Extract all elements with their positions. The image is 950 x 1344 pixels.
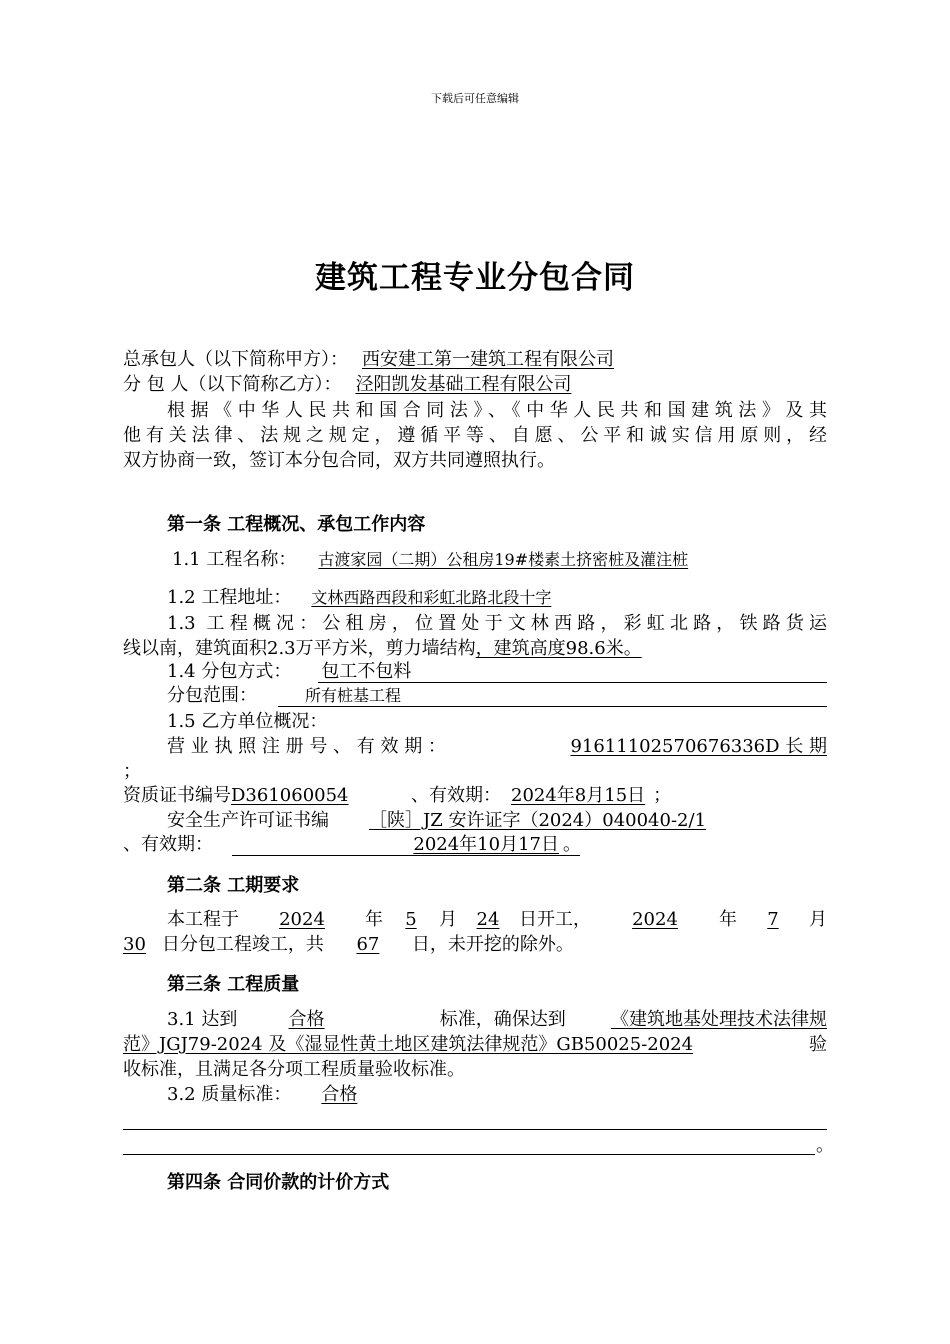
header-note: 下载后可任意编辑 — [431, 92, 519, 105]
end-year-unit: 年 — [719, 909, 737, 930]
quality-text-2: 标准，确保达到 — [439, 1009, 566, 1030]
license-line — [167, 735, 827, 759]
schedule-text-4: 日，未开挖的除外。 — [411, 934, 574, 955]
schedule-line-2 — [123, 933, 574, 957]
end-month-unit: 月 — [809, 909, 827, 930]
article-3-heading: 第三条 工程质量 — [167, 974, 300, 995]
item-1-3-line-1: 1.3 工程概况：公租房，位置处于文林西路，彩虹北路，铁路货运 — [167, 613, 827, 634]
safety-valid-date: 2024年10月17日 — [413, 834, 559, 855]
document-title: 建筑工程专业分包合同 — [315, 260, 635, 296]
qualification-line — [123, 784, 671, 808]
scope-underline — [278, 706, 827, 707]
preamble-line-1: 根据《中华人民共和国合同法》、《中华人民共和国建筑法》及其 — [167, 400, 827, 421]
schedule-line-1 — [167, 908, 827, 932]
party-b-line — [123, 373, 571, 397]
qualification-valid-date: 2024年8月15日 — [511, 785, 646, 806]
item-3-2 — [167, 1083, 363, 1107]
quality-line-2 — [123, 1033, 827, 1057]
schedule-text-1: 本工程于 — [167, 909, 239, 930]
end-month: 7 — [767, 909, 779, 930]
start-year: 2024 — [279, 909, 325, 930]
quality-line-1 — [167, 1008, 827, 1032]
article-1-heading: 第一条 工程概况、承包工作内容 — [167, 514, 426, 535]
scope-value: 所有桩基工程 — [305, 686, 402, 705]
party-a-line — [123, 348, 614, 372]
preamble-line-2: 他有关法律、法规之规定，遵循平等、自愿、公平和诚实信用原则，经 — [123, 425, 827, 446]
duration-days: 67 — [356, 934, 380, 955]
qualification-tail: ； — [653, 785, 672, 806]
subcontract-mode: 包工不包料 — [321, 661, 412, 682]
item-1-1-label: 1.1 工程名称： — [172, 549, 297, 570]
start-month: 5 — [405, 909, 417, 930]
building-height: ，建筑高度98.6米。 — [475, 638, 642, 659]
party-b-value: 泾阳凯发基础工程有限公司 — [355, 374, 572, 395]
quality-level: 合格 — [288, 1009, 325, 1030]
item-1-2 — [167, 586, 611, 610]
item-1-4-label: 1.4 分包方式： — [167, 661, 292, 682]
party-a-label: 总承包人（以下简称甲方）： — [123, 349, 348, 370]
article-4-heading: 第四条 合同价款的计价方式 — [167, 1172, 390, 1193]
safety-label: 安全生产许可证书编 — [167, 810, 329, 831]
item-1-4-underline — [318, 682, 827, 683]
license-label: 营 业 执 照 注 册 号 、 有 效 期 ： — [167, 736, 446, 757]
item-1-3-line-2 — [123, 637, 642, 661]
item-3-2-label: 3.2 质量标准： — [167, 1084, 292, 1105]
start-day: 24 — [476, 909, 500, 930]
scope-line — [167, 684, 401, 708]
qualification-number: D361060054 — [231, 785, 349, 806]
article-2-heading: 第二条 工期要求 — [167, 875, 300, 896]
item-1-3-text: 线以南，建筑面积2.3万平方米，剪力墙结构 — [123, 638, 476, 659]
license-tail: ； — [123, 761, 141, 782]
safety-valid-label: 、有效期： — [123, 834, 213, 855]
start-year-unit: 年 — [365, 909, 383, 930]
license-value: 91611102570676336D 长 期 — [570, 736, 827, 757]
schedule-text-3: 日分包工程竣工，共 — [161, 934, 324, 955]
qualification-label: 资质证书编号 — [123, 785, 231, 806]
qualification-valid-label: 、有效期： — [411, 785, 501, 806]
start-month-unit: 月 — [439, 909, 457, 930]
project-name: 古渡家园（二期）公租房19#楼素土挤密桩及灌注桩 — [318, 550, 689, 569]
quality-text-1: 3.1 达到 — [167, 1009, 238, 1030]
safety-valid-underline — [232, 855, 580, 856]
safety-tail: 。 — [563, 834, 581, 855]
quality-standard-2: 范》JGJ79-2024 及《湿显性黄土地区建筑法律规范》GB50025-2024 — [123, 1034, 694, 1055]
item-1-1 — [172, 548, 688, 572]
preamble-line-3: 双方协商一致，签订本分包合同，双方共同遵照执行。 — [123, 450, 555, 471]
project-address: 文林西路西段和彩虹北路北段十字 — [311, 588, 552, 607]
start-text: 日开工， — [519, 909, 591, 930]
end-year: 2024 — [632, 909, 678, 930]
quality-text-3: 验 — [809, 1034, 827, 1055]
item-1-2-label: 1.2 工程地址： — [167, 587, 292, 608]
quality-line-3: 收标准，且满足各分项工程质量验收标准。 — [123, 1059, 465, 1080]
safety-line — [167, 809, 706, 833]
party-a-value: 西安建工第一建筑工程有限公司 — [362, 349, 614, 370]
item-1-4 — [167, 660, 411, 684]
blank-line-1 — [123, 1129, 827, 1130]
end-day: 30 — [123, 934, 146, 955]
safety-permit: ［陕］JZ 安许证字（2024）040040-2/1 — [369, 810, 707, 831]
blank-line-2 — [123, 1154, 815, 1155]
quality-standard-1: 《建筑地基处理技术法律规 — [610, 1009, 827, 1030]
party-b-label: 分 包 人（以下简称乙方）： — [123, 374, 342, 395]
blank-line-end-mark: 。 — [816, 1135, 834, 1156]
item-1-5: 1.5 乙方单位概况： — [167, 711, 328, 732]
safety-valid-line — [123, 833, 581, 857]
scope-label: 分包范围： — [167, 685, 257, 706]
quality-standard-value: 合格 — [321, 1084, 358, 1105]
